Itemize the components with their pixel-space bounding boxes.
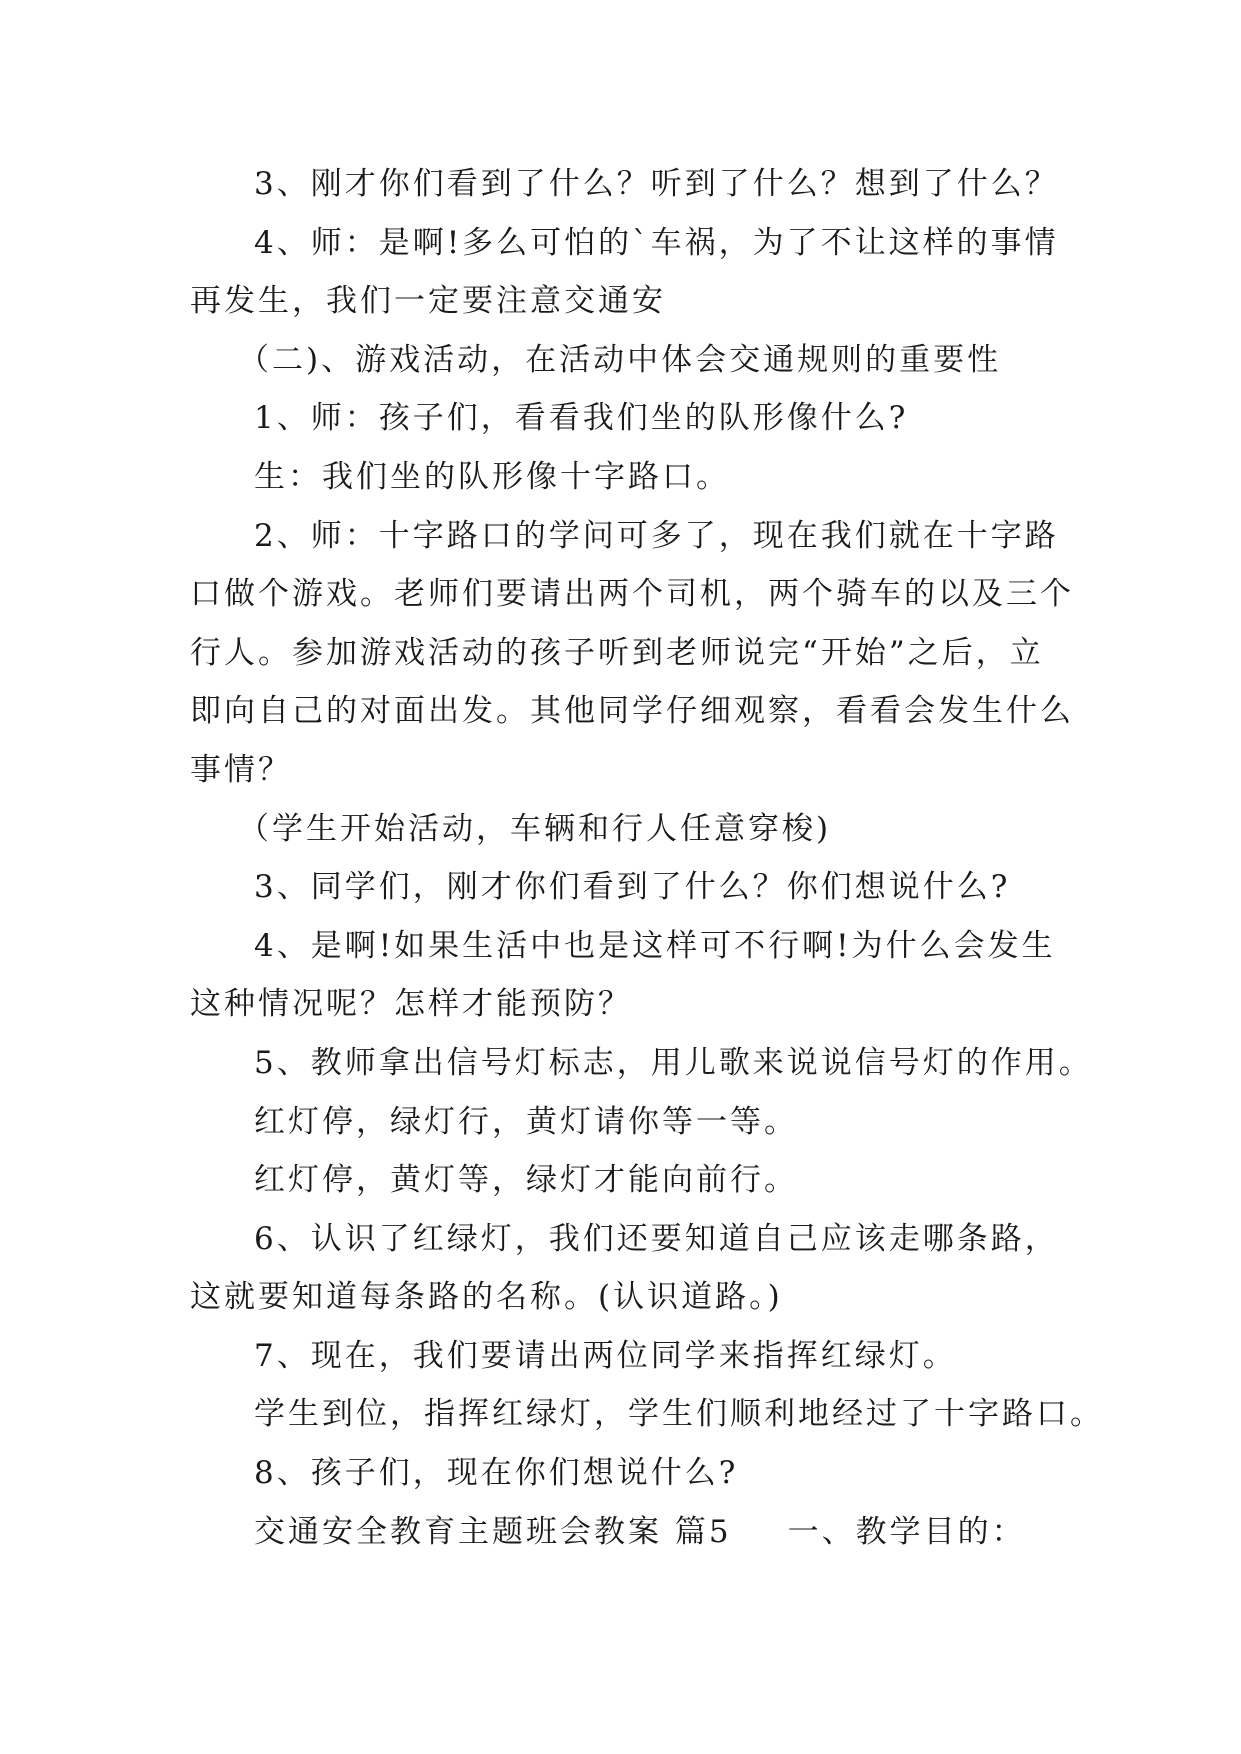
paragraph-line: 行人。参加游戏活动的孩子听到老师说完“开始”之后，立 xyxy=(190,634,1044,671)
paragraph-line: 8、孩子们，现在你们想说什么? xyxy=(254,1455,739,1492)
paragraph-line: 2、师：十字路口的学问可多了，现在我们就在十字路 xyxy=(254,517,1059,554)
paragraph-line: 3、刚才你们看到了什么？听到了什么？想到了什么？ xyxy=(254,166,1059,202)
paragraph-line: 口做个游戏。老师们要请出两个司机，两个骑车的以及三个 xyxy=(190,576,1074,613)
paragraph-line: 红灯停，黄灯等，绿灯才能向前行。 xyxy=(254,1162,798,1199)
paragraph-line: 事情？ xyxy=(190,751,292,788)
paragraph-line: 7、现在，我们要请出两位同学来指挥红绿灯。 xyxy=(254,1337,957,1374)
article-heading-line xyxy=(190,1503,1070,1562)
paragraph-line: 即向自己的对面出发。其他同学仔细观察，看看会发生什么 xyxy=(190,693,1074,730)
article-title: 交通安全教育主题班会教案 篇5 xyxy=(254,1513,732,1550)
paragraph-line: 6、认识了红绿灯，我们还要知道自己应该走哪条路， xyxy=(254,1220,1059,1257)
paragraph-line: 这种情况呢？怎样才能预防？ xyxy=(190,986,632,1023)
paragraph-line: 再发生，我们一定要注意交通安 xyxy=(190,283,666,320)
paragraph-line: 4、师：是啊!多么可怕的`车祸，为了不让这样的事情 xyxy=(254,224,1059,261)
paragraph-line: 这就要知道每条路的名称。(认识道路。) xyxy=(190,1279,783,1316)
paragraph-line: 3、同学们，刚才你们看到了什么？你们想说什么? xyxy=(254,869,1011,906)
paragraph-line: 4、是啊!如果生活中也是这样可不行啊!为什么会发生 xyxy=(254,927,1056,964)
paragraph-line: 1、师：孩子们，看看我们坐的队形像什么? xyxy=(254,400,909,437)
paragraph-line: 生：我们坐的队形像十字路口。 xyxy=(254,458,730,495)
paragraph-line: 5、教师拿出信号灯标志，用儿歌来说说信号灯的作用。 xyxy=(254,1044,1093,1081)
paragraph-line: （学生开始活动，车辆和行人任意穿梭) xyxy=(238,810,832,847)
paragraph-line: 学生到位，指挥红绿灯，学生们顺利地经过了十字路口。 xyxy=(254,1396,1104,1433)
section-title: 一、教学目的： xyxy=(787,1513,1026,1550)
section-heading: （二)、游戏活动，在活动中体会交通规则的重要性 xyxy=(238,341,1002,378)
paragraph-line: 红灯停，绿灯行，黄灯请你等一等。 xyxy=(254,1103,798,1140)
document-body xyxy=(190,155,1104,1561)
